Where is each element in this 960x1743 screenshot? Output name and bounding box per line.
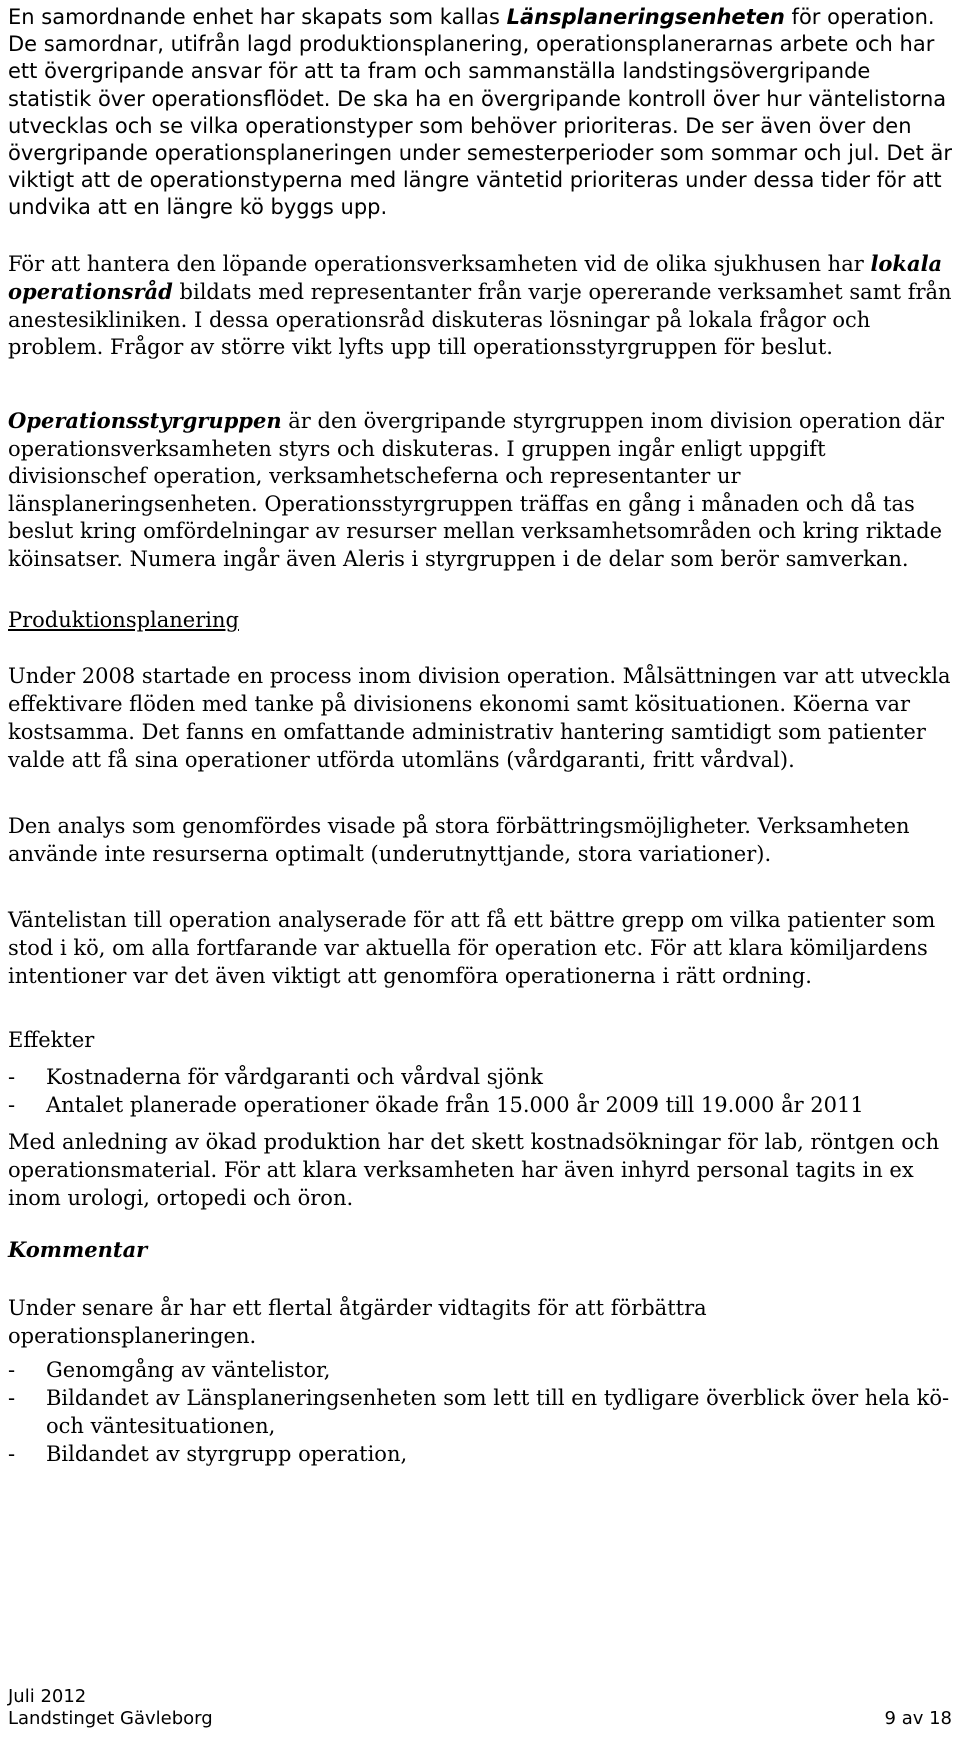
list-item [8, 1384, 952, 1440]
local-councils-rest: bildats med representanter från varje opererande verksamhet samt från anestesikliniken. I dessa operationsråd diskuteras lösningar på lokala frågor och problem. Frågor av större vikt lyfts upp till operationsstyrgruppen för beslut. [8, 280, 952, 360]
list-item [8, 1440, 952, 1468]
footer-page-number: 9 av 18 [884, 1708, 952, 1729]
list-marker: - [8, 1093, 16, 1117]
footer-bottom-row [8, 1708, 952, 1730]
effects-list [8, 1063, 952, 1119]
list-marker: - [8, 1358, 16, 1382]
intro-paragraph-lead: En samordnande enhet har skapats som kallas [8, 5, 507, 29]
list-marker: - [8, 1386, 16, 1410]
term-lokala-operationsrad: lokala operationsråd [8, 251, 943, 305]
footer-date: Juli 2012 [8, 1686, 87, 1707]
list-item-text: Antalet planerade operationer ökade från 15.000 år 2009 till 19.000 år 2011 [46, 1093, 864, 1117]
list-item-text: Kostnaderna för vårdgaranti och vårdval sjönk [46, 1065, 543, 1089]
section-heading-effekter: Effekter [8, 1028, 95, 1052]
production-paragraph-4: Med anledning av ökad produktion har det skett kostnadsökningar för lab, röntgen och operationsmaterial. För att klara verksamheten har även inhyrd personal tagits in ex inom urologi, ortopedi och öron. [8, 1130, 940, 1210]
footer-organization: Landstinget Gävleborg [8, 1708, 213, 1729]
list-item [8, 1356, 952, 1384]
intro-paragraph [8, 4, 952, 222]
production-paragraph-2: Den analys som genomfördes visade på stora förbättringsmöjligheter. Verksamheten använde inte resurserna optimalt (underutnyttjande, stora variationer). [8, 814, 910, 866]
list-item-text: Bildandet av styrgrupp operation, [46, 1442, 408, 1466]
production-paragraph-3: Väntelistan till operation analyserade för att få ett bättre grepp om vilka patienter som stod i kö, om alla fortfarande var aktuella för operation etc. För att klara kömiljardens intentioner var det även viktigt att genomföra operationerna i rätt ordning. [8, 908, 936, 988]
steering-group-rest: är den övergripande styrgruppen inom division operation där operationsverksamheten styrs och diskuteras. I gruppen ingår enligt uppgift divisionschef operation, verksamhetscheferna och representanter ur länsplaneringsenheten. Operationsstyrgruppen träffas en gång i månaden och då tas beslut kring omfördelningar av resurser mellan verksamhetsområden och kring riktade köinsatser. Numera ingår även Aleris i styrgruppen i de delar som berör samverkan. [8, 409, 945, 571]
list-item-text: Genomgång av väntelistor, [46, 1358, 331, 1382]
list-item [8, 1091, 952, 1119]
list-item [8, 1063, 952, 1091]
term-operationsstyrgruppen: Operationsstyrgruppen [8, 408, 282, 433]
comment-list [8, 1356, 952, 1468]
list-item-text: Bildandet av Länsplaneringsenheten som lett till en tydligare överblick över hela kö- och väntesituationen, [46, 1386, 950, 1438]
comment-paragraph: Under senare år har ett flertal åtgärder vidtagits för att förbättra operationsplaneringen. [8, 1296, 707, 1348]
intro-paragraph-rest: för operation. De samordnar, utifrån lagd produktionsplanering, operationsplanerarnas arbete och har ett övergripande ansvar för att ta fram och sammanställa landstingsövergripande statistik över operationsflödet. De ska ha en övergripande kontroll över hur väntelistorna utvecklas och se vilka operationstyper som behöver prioriteras. De ser även över den övergripande operationsplaneringen under semesterperioder som sommar och jul. Det är viktigt att de operationstyperna med längre väntetid prioriteras under dessa tider för att undvika att en längre kö byggs upp. [8, 5, 953, 220]
local-councils-lead: För att hantera den löpande operationsverksamheten vid de olika sjukhusen har [8, 252, 871, 276]
section-heading-kommentar: Kommentar [8, 1237, 148, 1262]
term-lansplaneringsenheten: Länsplaneringsenheten [506, 5, 785, 29]
list-marker: - [8, 1065, 16, 1089]
page-footer [8, 1686, 952, 1730]
list-marker: - [8, 1442, 16, 1466]
section-heading-produktionsplanering: Produktionsplanering [8, 608, 239, 632]
steering-group-paragraph [8, 407, 952, 574]
local-councils-paragraph [8, 250, 952, 362]
production-paragraph-1: Under 2008 startade en process inom division operation. Målsättningen var att utveckla effektivare flöden med tanke på divisionens ekonomi samt kösituationen. Köerna var kostsamma. Det fanns en omfattande administrativ hantering samtidigt som patienter valde att få sina operationer utförda utomläns (vårdgaranti, fritt vårdval). [8, 664, 951, 772]
